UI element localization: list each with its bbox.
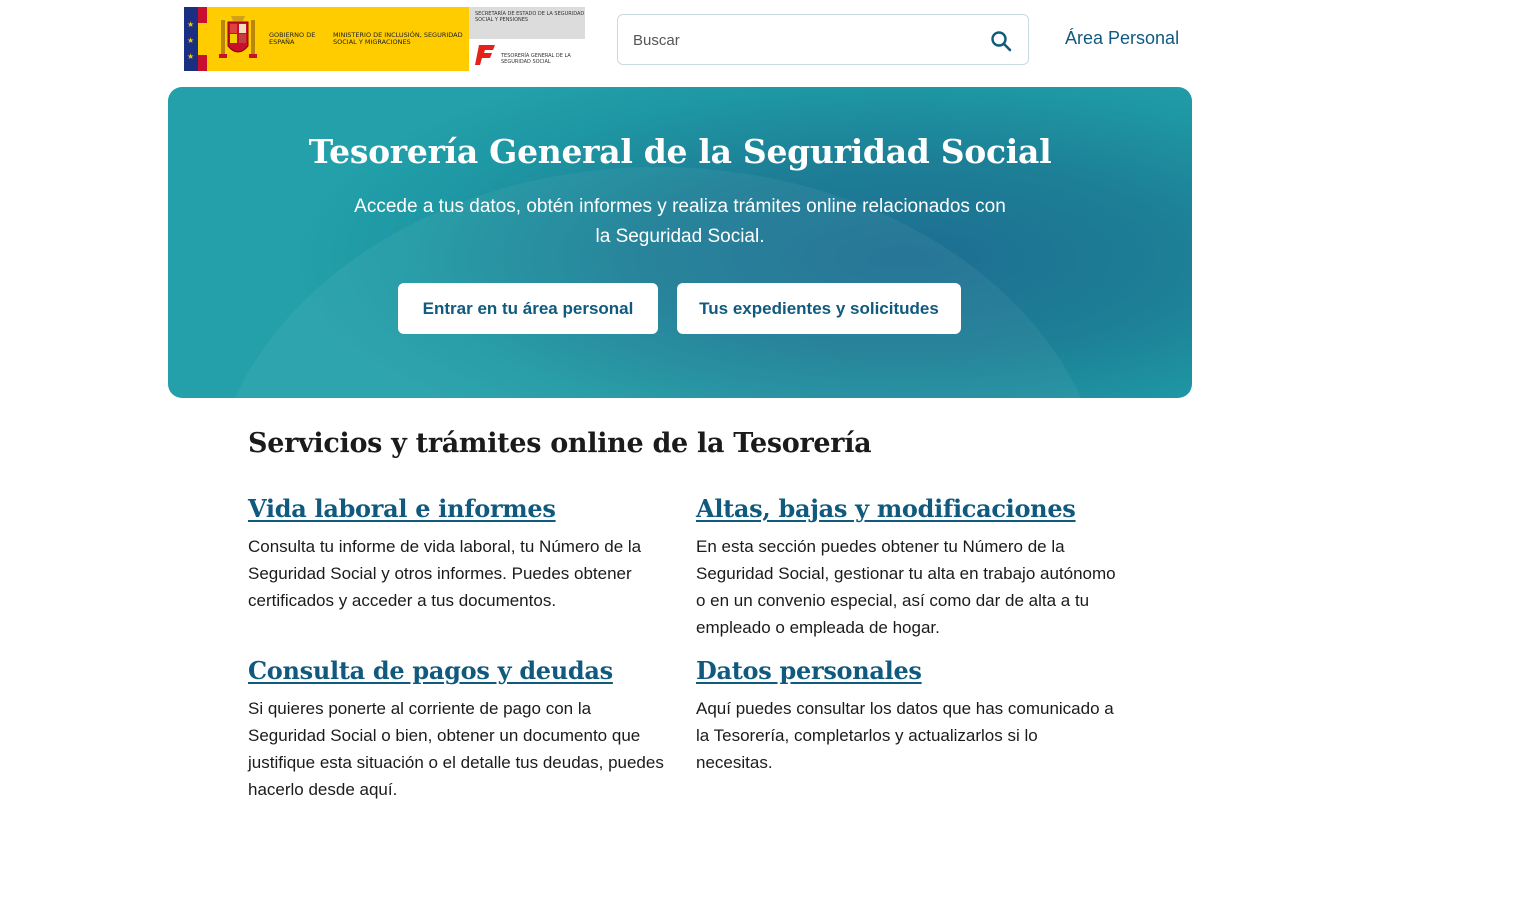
services-title: Servicios y trámites online de la Tesorería	[248, 428, 872, 459]
coat-of-arms-icon	[217, 14, 259, 64]
site-header	[0, 0, 1535, 80]
service-card-pagos-deudas	[248, 656, 668, 803]
datos-personales-link[interactable]: Datos personales	[696, 656, 922, 685]
ministerio-label: MINISTERIO DE INCLUSIÓN, SEGURIDAD SOCIAL Y MIGRACIONES	[333, 31, 463, 46]
tgss-block	[469, 39, 585, 71]
service-card-altas-bajas	[696, 494, 1116, 641]
search-box	[617, 14, 1029, 65]
secretaria-label: SECRETARÍA DE ESTADO DE LA SEGURIDAD SOCIAL Y PENSIONES	[469, 7, 585, 39]
hero-subtitle: Accede a tus datos, obtén informes y realiza trámites online relacionados con la Seguridad Social.	[354, 196, 1006, 247]
gobierno-label: GOBIERNO DE ESPAÑA	[269, 31, 316, 46]
government-logo[interactable]	[184, 7, 585, 71]
search-icon[interactable]	[990, 30, 1012, 52]
area-personal-link[interactable]: Área Personal	[1065, 28, 1180, 48]
service-description: Aquí puedes consultar los datos que has comunicado a la Tesorería, completarlos y actualizarlos si lo necesitas.	[696, 699, 1114, 772]
secretaria-block	[469, 7, 585, 71]
service-description: Consulta tu informe de vida laboral, tu Número de la Seguridad Social y otros informes. Puedes obtener certificados y acceder a tus documentos.	[248, 537, 642, 610]
expedientes-button[interactable]: Tus expedientes y solicitudes	[677, 283, 961, 334]
altas-bajas-link[interactable]: Altas, bajas y modificaciones	[696, 494, 1076, 523]
service-description: Si quieres ponerte al corriente de pago con la Seguridad Social o bien, obtener un documento que justifique esta situación o el detalle tus deudas, puedes hacerlo desde aquí.	[248, 699, 664, 799]
hero-banner	[168, 87, 1192, 398]
gobierno-block	[207, 7, 469, 71]
enter-personal-area-button[interactable]: Entrar en tu área personal	[398, 283, 658, 334]
tgss-logo-icon	[473, 43, 497, 67]
tesoreria-label: TESORERÍA GENERAL DE LA SEGURIDAD SOCIAL	[501, 53, 571, 65]
service-description: En esta sección puedes obtener tu Número de la Seguridad Social, gestionar tu alta en trabajo autónomo o en un convenio especial, así como dar de alta a tu empleado o empleada de hogar.	[696, 537, 1116, 637]
vida-laboral-link[interactable]: Vida laboral e informes	[248, 494, 556, 523]
hero-title: Tesorería General de la Seguridad Social	[308, 132, 1052, 171]
eu-flag-strip: ★ ★ ★	[184, 7, 207, 71]
search-input[interactable]	[633, 27, 973, 53]
pagos-deudas-link[interactable]: Consulta de pagos y deudas	[248, 656, 613, 685]
service-card-vida-laboral	[248, 494, 668, 614]
service-card-datos-personales	[696, 656, 1116, 776]
